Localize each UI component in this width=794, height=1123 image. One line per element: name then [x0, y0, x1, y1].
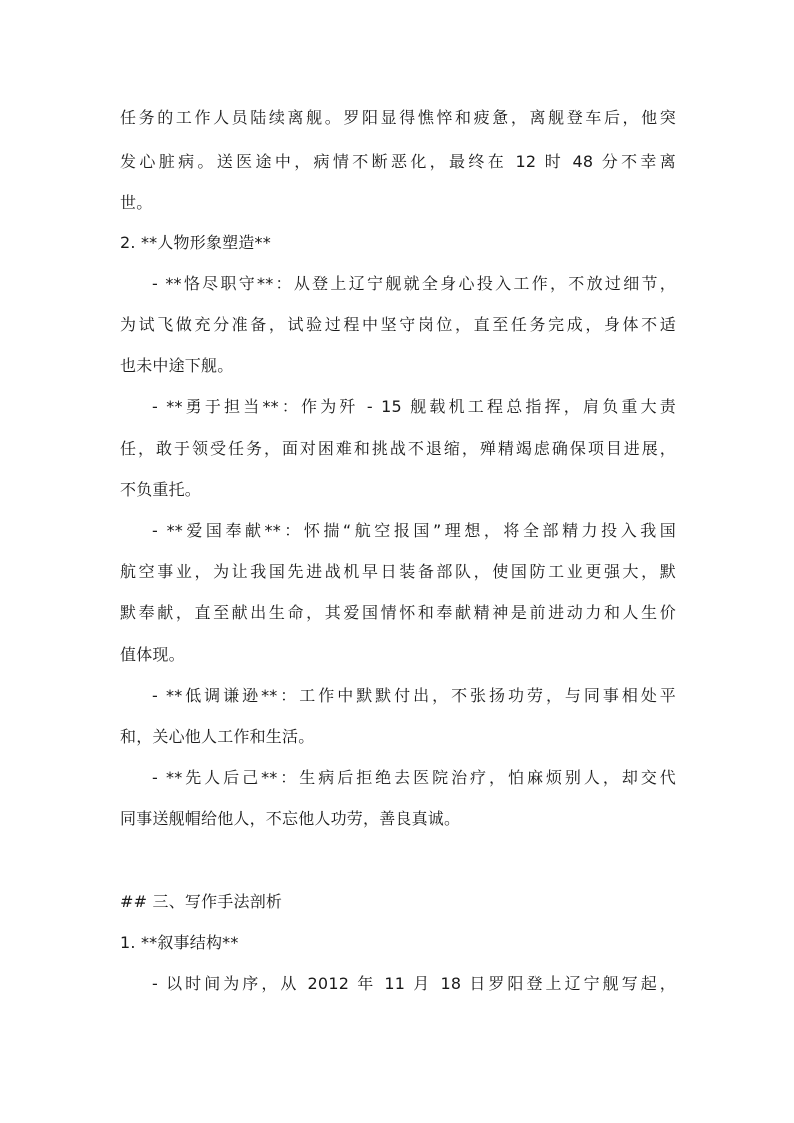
list-item-line: - **低调谦逊**：工作中默默付出，不张扬功劳，与同事相处平 [152, 686, 676, 705]
paragraph-line: 也未中途下舰。 [120, 356, 234, 375]
list-item-line: - **爱国奉献**：怀揣“航空报国”理想，将全部精力投入我国 [152, 521, 676, 540]
list-item-line: - **先人后己**：生病后拒绝去医院治疗，怕麻烦别人，却交代 [152, 768, 676, 787]
subsection-heading: 1. **叙事结构** [120, 933, 239, 952]
paragraph-line: 任，敢于领受任务，面对困难和挑战不退缩，殚精竭虑确保项目进展， [120, 439, 676, 458]
paragraph-line: 发心脏病。送医途中，病情不断恶化，最终在 12 时 48 分不幸离 [120, 152, 676, 171]
list-item-line: - **勇于担当**：作为歼 - 15 舰载机工程总指挥，肩负重大责 [152, 397, 676, 416]
section-heading: 2. **人物形象塑造** [120, 233, 271, 252]
paragraph-line: 任务的工作人员陆续离舰。罗阳显得憔悴和疲惫，离舰登车后，他突 [120, 108, 676, 127]
paragraph-line: 为试飞做充分准备，试验过程中坚守岗位，直至任务完成，身体不适 [120, 315, 676, 334]
paragraph-line: 世。 [120, 193, 153, 212]
section-heading: ## 三、写作手法剖析 [120, 892, 283, 911]
paragraph-line: 航空事业，为让我国先进战机早日装备部队，使国防工业更强大，默 [120, 562, 676, 581]
paragraph-line: 和，关心他人工作和生活。 [120, 727, 315, 746]
paragraph-line: 同事送舰帽给他人，不忘他人功劳，善良真诚。 [120, 809, 461, 828]
paragraph-line: 默奉献，直至献出生命，其爱国情怀和奉献精神是前进动力和人生价 [120, 603, 676, 622]
paragraph-line: 值体现。 [120, 645, 185, 664]
list-item-line: - **恪尽职守**：从登上辽宁舰就全身心投入工作，不放过细节， [152, 274, 676, 293]
paragraph-line: 不负重托。 [120, 480, 202, 499]
list-item-line: - 以时间为序，从 2012 年 11 月 18 日罗阳登上辽宁舰写起， [152, 974, 676, 993]
